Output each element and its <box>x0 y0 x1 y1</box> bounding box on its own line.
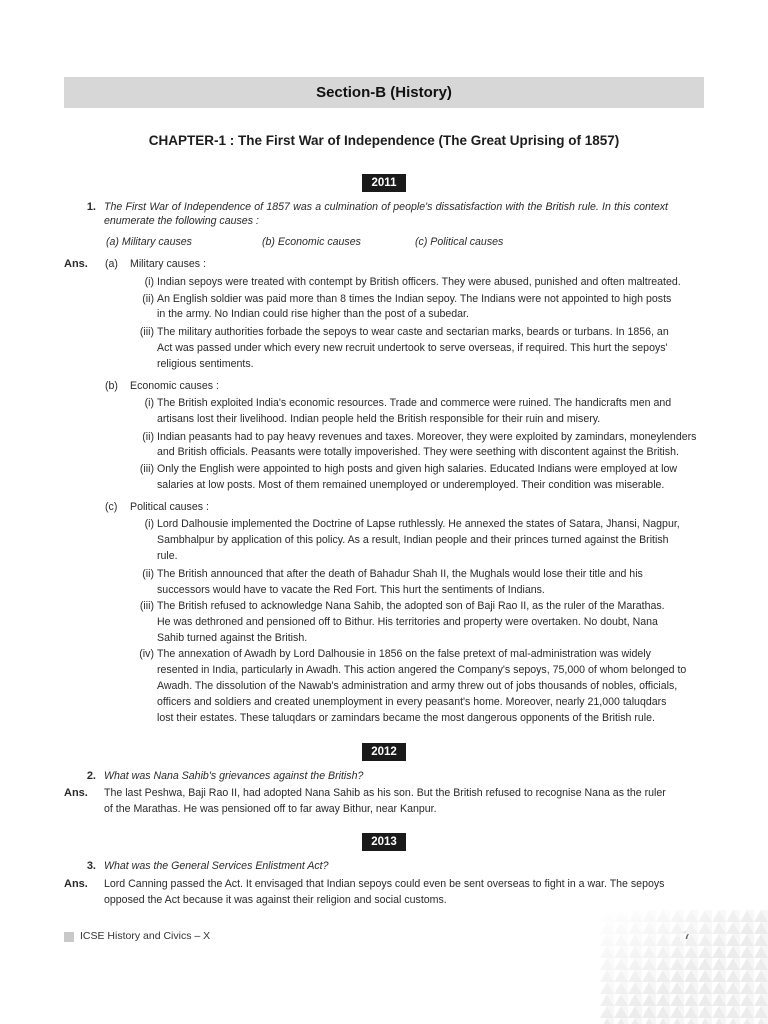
list-item <box>132 461 704 493</box>
item-line: The British announced that after the death of Bahadur Shah II, the Mughals would lose their title and his <box>157 568 643 580</box>
item-line: Indian peasants had to pay heavy revenues and taxes. Moreover, they were exploited by zamindars, moneylenders <box>157 431 697 443</box>
question-option: (c) Political causes <box>415 236 504 248</box>
question-line: The First War of Independence of 1857 was a culmination of people's dissatisfaction with the British rule. In this context <box>104 201 668 213</box>
answer-label: Ans. <box>64 787 88 799</box>
list-item <box>132 646 704 726</box>
item-line: rule. <box>157 550 178 562</box>
item-line: Lord Dalhousie implemented the Doctrine of Lapse ruthlessly. He annexed the states of Satara, Jhansi, Nagpur, <box>157 518 680 530</box>
list-item <box>132 274 704 290</box>
question-number: 1. <box>86 201 96 213</box>
item-line: Sahib turned against the British. <box>157 632 308 644</box>
item-line: artisans lost their livelihood. Indian people held the British responsible for their ruin and misery. <box>157 413 601 425</box>
question-number: 2. <box>86 770 96 782</box>
item-line: religious sentiments. <box>157 358 254 370</box>
section-title: Section-B (History) <box>64 77 704 108</box>
list-item <box>132 324 704 372</box>
year-badge-2011: 2011 <box>362 174 406 192</box>
sub-heading: Economic causes : <box>130 380 219 392</box>
sub-label: (c) <box>105 501 118 513</box>
answer-line: opposed the Act because it was against their religion and social customs. <box>104 894 447 906</box>
item-line: successors would have to vacate the Red Fort. This hurt the sentiments of Indians. <box>157 584 545 596</box>
sub-heading: Military causes : <box>130 258 206 270</box>
item-line: salaries at low posts. Most of them remained unemployed or underemployed. Their condition was miserable. <box>157 479 665 491</box>
item-number: (ii) <box>142 568 154 580</box>
year-badge-2013: 2013 <box>362 833 406 851</box>
question-text: What was the General Services Enlistment Act? <box>104 860 329 872</box>
answer-line: of the Marathas. He was pensioned off to far away Bithur, near Kanpur. <box>104 803 437 815</box>
list-item <box>132 516 704 564</box>
sub-label: (a) <box>105 258 118 270</box>
item-number: (iii) <box>139 463 154 475</box>
question-line: enumerate the following causes : <box>104 215 259 227</box>
answer-label: Ans. <box>64 258 88 270</box>
item-line: Only the English were appointed to high posts and given high salaries. Educated Indians were employed at low <box>157 463 678 475</box>
item-line: lost their estates. These taluqdars or zamindars became the most dangerous opponents of the British rule. <box>157 712 655 724</box>
question-option: (a) Military causes <box>106 236 192 248</box>
item-line: The military authorities forbade the sepoys to wear caste and sectarian marks, beards or turbans. In 1856, an <box>157 326 669 338</box>
item-line: and British officials. Peasants were totally impoverished. They were seething with discontent against the British. <box>157 446 679 458</box>
sub-label: (b) <box>105 380 118 392</box>
item-number: (ii) <box>142 431 154 443</box>
question-text: What was Nana Sahib's grievances against the British? <box>104 770 364 782</box>
answer-label: Ans. <box>64 878 88 890</box>
item-line: An English soldier was paid more than 8 times the Indian sepoy. The Indians were not appointed to high posts <box>157 293 672 305</box>
answer-line: Lord Canning passed the Act. It envisaged that Indian sepoys could even be sent overseas to fight in a war. The sepoys <box>104 878 665 890</box>
item-line: Indian sepoys were treated with contempt by British officers. They were abused, punished and often maltreated. <box>157 276 681 288</box>
question-number: 3. <box>86 860 96 872</box>
decorative-triangle-pattern <box>600 910 768 1024</box>
item-number: (iii) <box>139 600 154 612</box>
chapter-title: CHAPTER-1 : The First War of Independence (The Great Uprising of 1857) <box>148 133 620 148</box>
question-option: (b) Economic causes <box>262 236 361 248</box>
list-item <box>132 598 704 646</box>
list-item <box>132 566 704 598</box>
item-line: Act was passed under which every new recruit undertook to serve overseas, if required. This hurt the sepoys' <box>157 342 668 354</box>
list-item <box>132 429 704 461</box>
item-line: The annexation of Awadh by Lord Dalhousie in 1856 on the false pretext of mal-administration was widely <box>157 648 651 660</box>
item-number: (iv) <box>139 648 154 660</box>
item-line: Sambhalpur by application of this policy. As a result, Indian people and their princes turned against the British <box>157 534 669 546</box>
item-line: The British refused to acknowledge Nana Sahib, the adopted son of Baji Rao II, as the ruler of the Marathas. <box>157 600 665 612</box>
answer-line: The last Peshwa, Baji Rao II, had adopted Nana Sahib as his son. But the British refused to recognise Nana as the ruler <box>104 787 666 799</box>
item-line: resented in India, particularly in Awadh. This action angered the Company's sepoys, 75,000 of whom belonged to <box>157 664 687 676</box>
item-line: He was dethroned and pensioned off to Bithur. His territories and property were overtaken. No doubt, Nana <box>157 616 658 628</box>
list-item <box>132 291 704 323</box>
item-line: officers and soldiers and created unemployment in every peasant's home. Moreover, nearly 21,000 taluqdars <box>157 696 667 708</box>
year-badge-2012: 2012 <box>362 743 406 761</box>
item-number: (i) <box>144 276 154 288</box>
item-line: The British exploited India's economic resources. Trade and commerce were ruined. The handicrafts men and <box>157 397 672 409</box>
item-line: in the army. No Indian could rise higher than the post of a subedar. <box>157 308 469 320</box>
item-line: Awadh. The dissolution of the Nawab's administration and army threw out of jobs thousands of nobles, officials, <box>157 680 678 692</box>
sub-heading: Political causes : <box>130 501 209 513</box>
item-number: (ii) <box>142 293 154 305</box>
footer-book-title: ICSE History and Civics – X <box>80 930 211 942</box>
item-number: (i) <box>144 397 154 409</box>
list-item <box>132 395 704 427</box>
item-number: (iii) <box>139 326 154 338</box>
footer-square-icon <box>64 932 74 942</box>
item-number: (i) <box>144 518 154 530</box>
